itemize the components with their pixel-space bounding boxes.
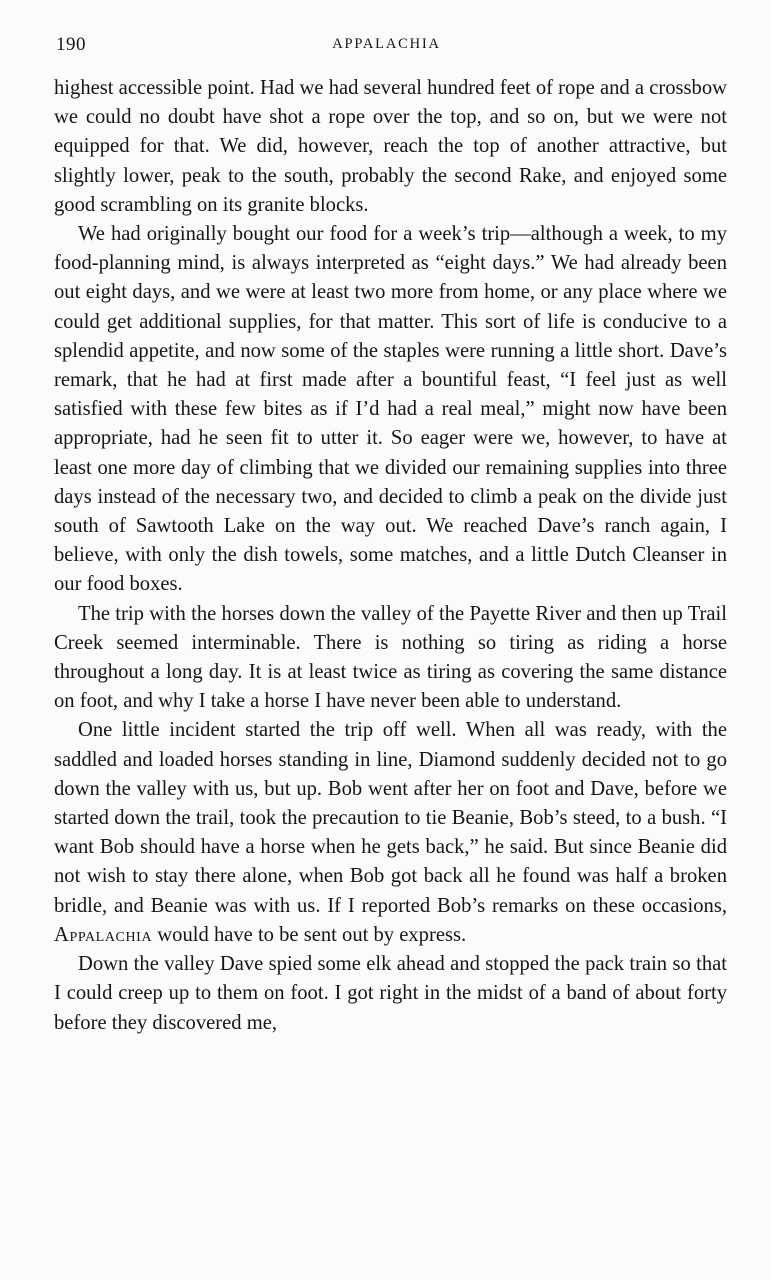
paragraph-2: [54, 220, 727, 600]
paragraph-1-text: highest accessible point. Had we had several hundred feet of rope and a crossbow we could no doubt have shot a rope over the top, and so on, but we were not equipped for that. We did, however, reach the top of another attractive, but slightly lower, peak to the south, probably the second Rake, and enjoyed some good scrambling on its granite blocks.: [54, 77, 727, 216]
paragraph-5: [54, 950, 727, 1038]
running-head: [44, 34, 729, 56]
paragraph-5-text: Down the valley Dave spied some elk ahead and stopped the pack train so that I could creep up to them on foot. I got right in the midst of a band of about forty before they discovered me,: [54, 953, 727, 1034]
paragraph-3-text: The trip with the horses down the valley of the Payette River and then up Trail Creek seemed interminable. There is nothing so tiring as riding a horse throughout a long day. It is at least twice as tiring as covering the same distance on foot, and why I take a horse I have never been able to understand.: [54, 602, 727, 713]
paragraph-3: [54, 600, 727, 717]
page-number: 190: [56, 34, 86, 55]
body-text: [54, 74, 727, 1038]
paragraph-1: [54, 74, 727, 220]
paragraph-4-text-a: One little incident started the trip off well. When all was ready, with the saddled and loaded horses standing in line, Diamond suddenly decided not to go down the valley with us, but up. Bob went after her on foot and Dave, before we started down the trail, took the precaution to tie Beanie, Bob’s steed, to a bush. “I want Bob should have a horse when he gets back,” he said. But since Beanie did not wish to stay there alone, when Bob got back all he found was half a broken bridle, and Beanie was with us. If I reported Bob’s remarks on these occasions,: [54, 719, 727, 917]
paragraph-4-text-b: would have to be sent out by express.: [152, 923, 467, 946]
paragraph-4: [54, 716, 727, 950]
journal-name: Appalachia: [54, 923, 153, 946]
paragraph-2-text: We had originally bought our food for a week’s trip—although a week, to my food-planning mind, is always interpreted as “eight days.” We had already been out eight days, and we were at least two more from home, or any place where we could get additional supplies, for that matter. This sort of life is conducive to a splendid appetite, and now some of the staples were running a little short. Dave’s remark, that he had at first made after a bountiful feast, “I feel just as well satisfied with these few bites as if I’d had a real meal,” might now have been appropriate, had he seen fit to utter it. So eager were we, however, to have at least one more day of climbing that we divided our remaining supplies into three days instead of the necessary two, and decided to climb a peak on the divide just south of Sawtooth Lake on the way out. We reached Dave’s ranch again, I believe, with only the dish towels, some matches, and a little Dutch Cleanser in our food boxes.: [54, 223, 727, 596]
running-title: APPALACHIA: [332, 36, 441, 52]
